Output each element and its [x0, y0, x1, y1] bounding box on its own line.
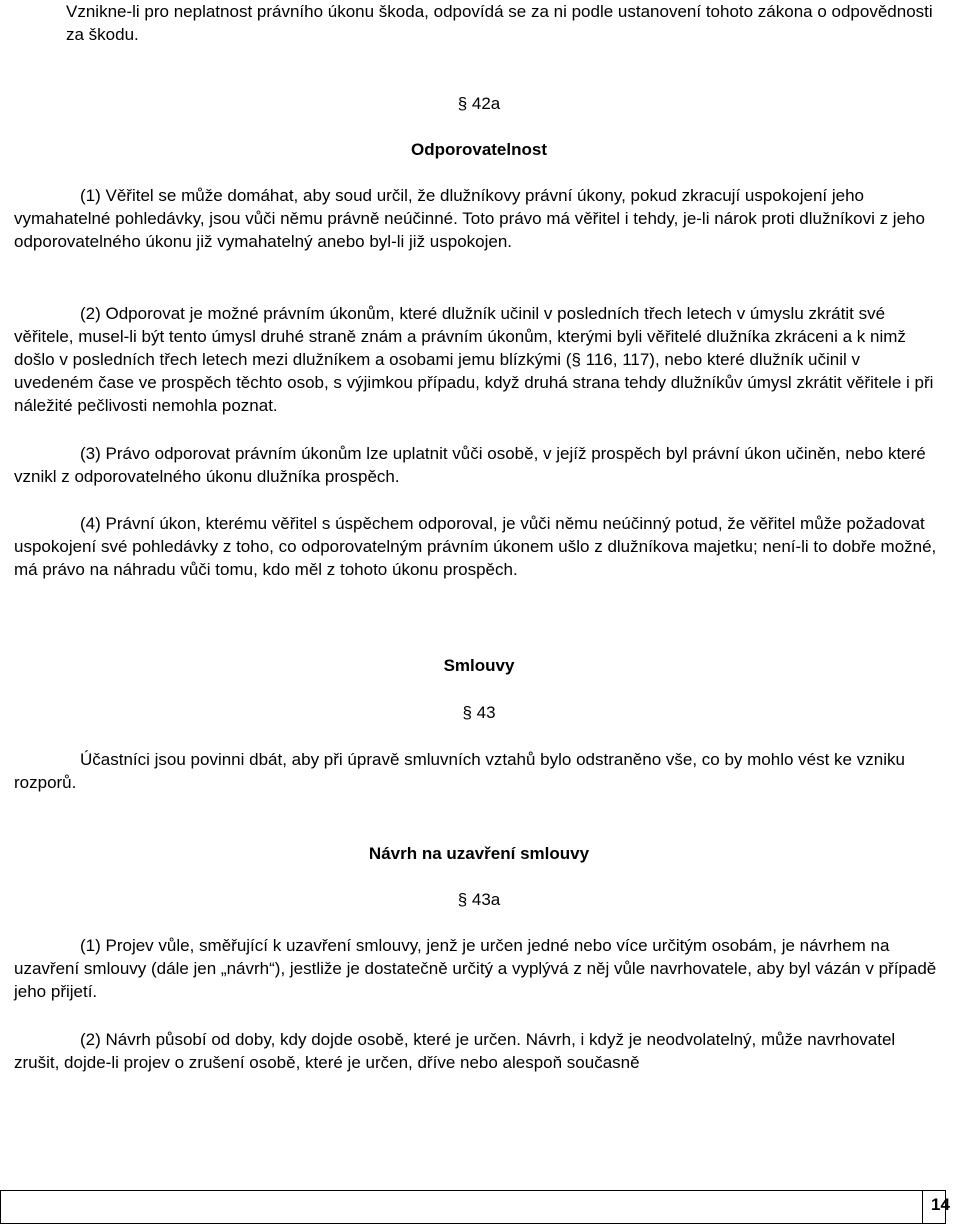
section-42a-paragraph-2: (2) Odporovat je možné právním úkonům, které dlužník učinil v posledních třech letech v úmyslu zkrátit své věřitele, musel-li být tento úmysl druhé straně znám a právním úkonům, kterými byli věřitelé dlužníka zkráceni a k nimž došlo v posledních třech letech mezi dlužníkem a osobami jemu blízkými (§ 116, 117), nebo které dlužník učinil v uvedeném čase ve prospěch těchto osob, s výjimkou případu, když druhá strana tehdy dlužníkův úmysl zkrátit věřitele i při náležité pečlivosti nemohla poznat. — [14, 304, 934, 415]
section-43a-number: § 43a — [457, 890, 501, 909]
section-42a-paragraph-4: (4) Právní úkon, kterému věřitel s úspěchem odporoval, je vůči němu neúčinný potud, že věřitel může požadovat uspokojení své pohledávky z toho, co odporovatelným právním úkonem ušlo z dlužníkova majetku; není-li to dobře možné, má právo na náhradu vůči tomu, kdo měl z tohoto úkonu prospěch. — [14, 514, 937, 579]
section-42a-paragraph-3: (3) Právo odporovat právním úkonům lze uplatnit vůči osobě, v jejíž prospěch byl právní úkon učiněn, nebo které vznikl z odporovatelného úkonu dlužníka prospěch. — [14, 444, 926, 486]
section-42a-paragraph-1: (1) Věřitel se může domáhat, aby soud určil, že dlužníkovy právní úkony, pokud zkracují uspokojení jeho vymahatelné pohledávky, jsou vůči němu právně neúčinné. Toto právo má věřitel i tehdy, je-li nárok proti dlužníkovi z jeho odporovatelného úkonu již vymahatelný anebo byl-li již uspokojen. — [14, 186, 925, 251]
section-43-paragraph: Účastníci jsou povinni dbát, aby při úpravě smluvních vztahů bylo odstraněno vše, co by mohlo vést ke vzniku rozporů. — [14, 750, 905, 792]
page-number: 14 — [922, 1190, 958, 1224]
section-42a-title: Odporovatelnost — [410, 140, 547, 159]
heading-smlouvy: Smlouvy — [443, 656, 515, 675]
footer-box — [0, 1190, 946, 1224]
section-43-number: § 43 — [462, 703, 496, 722]
section-43a-paragraph-1: (1) Projev vůle, směřující k uzavření smlouvy, jenž je určen jedné nebo více určitým osobám, je návrhem na uzavření smlouvy (dále jen „návrh“), jestliže je dostatečně určitý a vyplývá z něj vůle navrhovatele, aby byl vázán v případě jeho přijetí. — [14, 936, 937, 1001]
section-43a-paragraph-2: (2) Návrh působí od doby, kdy dojde osobě, které je určen. Návrh, i když je neodvolatelný, může navrhovatel zrušit, dojde-li projev o zrušení osobě, které je určen, dříve nebo alespoň současně — [14, 1030, 896, 1072]
section-42a-number: § 42a — [457, 94, 501, 113]
heading-navrh: Návrh na uzavření smlouvy — [368, 844, 590, 863]
intro-paragraph: Vznikne-li pro neplatnost právního úkonu škoda, odpovídá se za ni podle ustanovení tohoto zákona o odpovědnosti za škodu. — [66, 2, 933, 44]
